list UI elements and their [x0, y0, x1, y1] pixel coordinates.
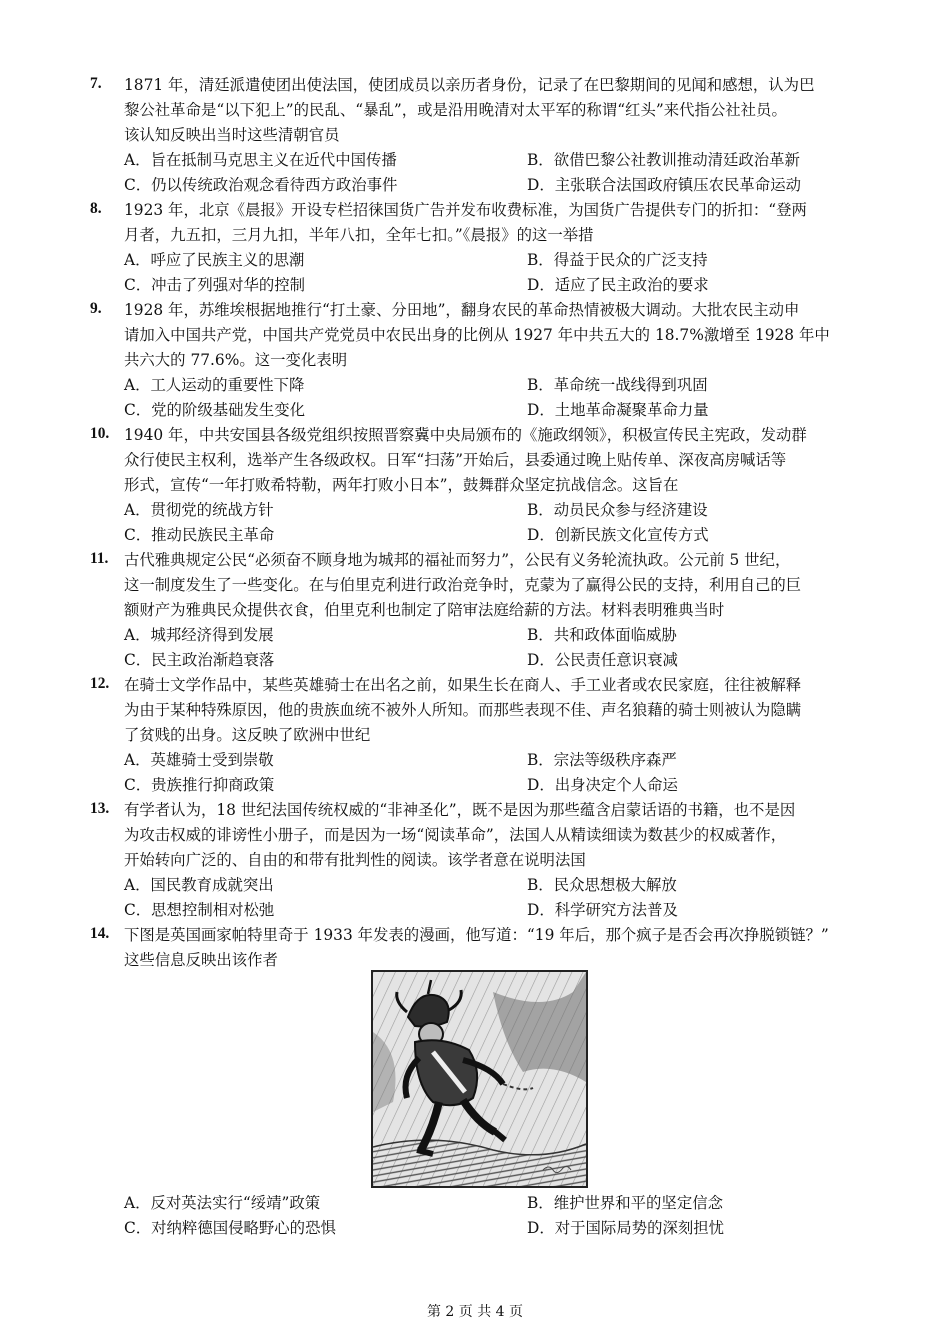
option-a: A．英雄骑士受到崇敬 [124, 751, 274, 769]
option-a: A．国民教育成就突出 [124, 876, 274, 894]
question-text-line: 为由于某种特殊原因，他的贵族血统不被外人所知。而那些表现不佳、声名狼藉的骑士则被认为隐瞒 [124, 701, 802, 719]
option-b: B．革命统一战线得到巩固 [527, 376, 708, 394]
question-text-line: 该认知反映出当时这些清朝官员 [124, 126, 340, 144]
option-a: A．反对英法实行“绥靖”政策 [124, 1194, 321, 1212]
option-c: C．贵族推行抑商政策 [124, 776, 275, 794]
option-b: B．共和政体面临威胁 [527, 626, 677, 644]
question-text-line: 为攻击权威的诽谤性小册子，而是因为一场“阅读革命”，法国人从精读细读为数甚少的权威著作， [124, 826, 787, 844]
option-c: C．对纳粹德国侵略野心的恐惧 [124, 1219, 336, 1237]
question-text-line: 下图是英国画家帕特里奇于 1933 年发表的漫画，他写道：“19 年后，那个疯子是否会再次挣脱锁链？” [124, 926, 829, 944]
question-text-line: 共六大的 77.6%。这一变化表明 [124, 351, 348, 369]
option-a: A．呼应了民族主义的思潮 [124, 251, 305, 269]
question-number: 12. [90, 675, 110, 692]
page-footer: 第 2 页 共 4 页 [426, 1304, 524, 1320]
question-number: 13. [90, 800, 110, 817]
option-d: D．创新民族文化宣传方式 [527, 526, 709, 544]
option-b: B．得益于民众的广泛支持 [527, 251, 708, 269]
option-d: D．科学研究方法普及 [527, 901, 678, 919]
option-b: B．民众思想极大解放 [527, 876, 677, 894]
question-number: 8. [90, 200, 102, 217]
question-number: 14. [90, 925, 110, 942]
question-text-line: 1928 年，苏维埃根据地推行“打土豪、分田地”，翻身农民的革命热情被极大调动。大批农民主动申 [124, 301, 800, 319]
option-b: B．欲借巴黎公社教训推动清廷政治革新 [527, 151, 800, 169]
option-c: C．党的阶级基础发生变化 [124, 401, 306, 419]
question-number: 10. [90, 425, 110, 442]
option-d: D．出身决定个人命运 [527, 776, 678, 794]
question-text-line: 1923 年，北京《晨报》开设专栏招徕国货广告并发布收费标准，为国货广告提供专门的折扣：“登两 [124, 201, 807, 219]
question-number: 11. [90, 550, 109, 567]
option-d: D．主张联合法国政府镇压农民革命运动 [527, 176, 801, 194]
option-c: C．思想控制相对松弛 [124, 901, 275, 919]
option-c: C．民主政治渐趋衰落 [124, 651, 275, 669]
question-number: 7. [90, 75, 102, 92]
question-text-line: 有学者认为，18 世纪法国传统权威的“非神圣化”，既不是因为那些蕴含启蒙话语的书籍，也不是因 [124, 801, 796, 819]
question-text-line: 古代雅典规定公民“必须奋不顾身地为城邦的福祉而努力”，公民有义务轮流执政。公元前 5 世纪， [124, 551, 791, 569]
question-text-line: 1940 年，中共安国县各级党组织按照晋察冀中央局颁布的《施政纲领》，积极宣传民主宪政，发动群 [124, 426, 807, 444]
question-text-line: 月者，九五扣，三月九扣，半年八扣，全年七扣。”《晨报》的这一举措 [124, 226, 594, 244]
option-b: B．宗法等级秩序森严 [527, 751, 677, 769]
option-a: A．旨在抵制马克思主义在近代中国传播 [124, 151, 397, 169]
cartoon-drawing [373, 972, 586, 1186]
option-c: C．冲击了列强对华的控制 [124, 276, 306, 294]
option-b: B．维护世界和平的坚定信念 [527, 1194, 723, 1212]
option-d: D．对于国际局势的深刻担忧 [527, 1219, 725, 1237]
question-text-line: 这些信息反映出该作者 [124, 951, 278, 969]
question-text-line: 在骑士文学作品中，某些英雄骑士在出名之前，如果生长在商人、手工业者或农民家庭，往往被解释 [124, 676, 802, 694]
option-d: D．土地革命凝聚革命力量 [527, 401, 709, 419]
option-c: C．推动民族民主革命 [124, 526, 275, 544]
question-text-line: 了贫贱的出身。这反映了欧洲中世纪 [124, 726, 371, 744]
question-text-line: 形式，宣传“一年打败希特勒，两年打败小日本”，鼓舞群众坚定抗战信念。这旨在 [124, 476, 679, 494]
option-d: D．公民责任意识衰减 [527, 651, 678, 669]
cartoon-image [371, 970, 588, 1188]
question-text-line: 请加入中国共产党，中国共产党党员中农民出身的比例从 1927 年中共五大的 18.7%激增至 1928 年中 [124, 326, 830, 344]
question-text-line: 开始转向广泛的、自由的和带有批判性的阅读。该学者意在说明法国 [124, 851, 586, 869]
option-b: B．动员民众参与经济建设 [527, 501, 708, 519]
question-text-line: 1871 年，清廷派遣使团出使法国，使团成员以亲历者身份，记录了在巴黎期间的见闻和感想，认为巴 [124, 76, 815, 94]
option-a: A．贯彻党的统战方针 [124, 501, 274, 519]
option-d: D．适应了民主政治的要求 [527, 276, 709, 294]
option-a: A．城邦经济得到发展 [124, 626, 274, 644]
question-text-line: 额财产为雅典民众提供衣食，伯里克利也制定了陪审法庭给薪的方法。材料表明雅典当时 [124, 601, 725, 619]
option-c: C．仍以传统政治观念看待西方政治事件 [124, 176, 398, 194]
question-text-line: 这一制度发生了一些变化。在与伯里克利进行政治竞争时，克蒙为了赢得公民的支持，利用自己的巨 [124, 576, 802, 594]
option-a: A．工人运动的重要性下降 [124, 376, 305, 394]
question-number: 9. [90, 300, 102, 317]
question-text-line: 众行使民主权利，选举产生各级政权。日军“扫荡”开始后，县委通过晚上贴传单、深夜高房喊话等 [124, 451, 787, 469]
question-text-line: 黎公社革命是“以下犯上”的民乱、“暴乱”，或是沿用晚清对太平军的称谓“红头”来代指公社社员。 [124, 101, 787, 119]
